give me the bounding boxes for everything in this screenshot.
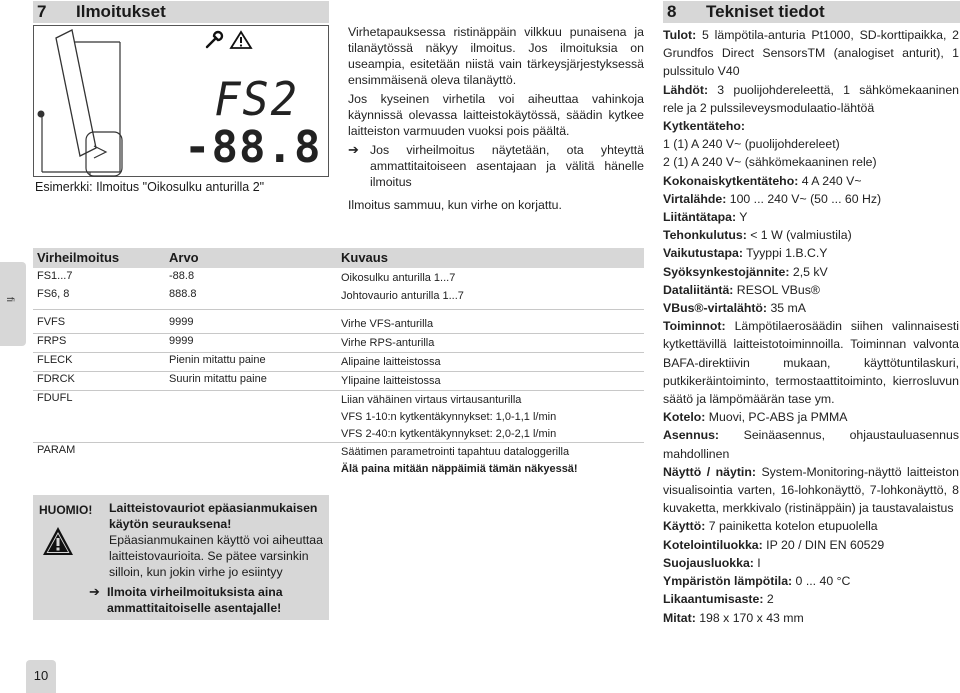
error-code: FS6, 8 bbox=[37, 288, 70, 300]
warning-box bbox=[33, 495, 329, 620]
spec-item: Kokonaiskytkentäteho: 4 A 240 V~ bbox=[663, 173, 862, 188]
arrow-right-icon: ➔ bbox=[89, 584, 100, 599]
diagram-caption: Esimerkki: Ilmoitus "Oikosulku anturilla 2" bbox=[35, 180, 265, 194]
spec-item: Kotelo: Muovi, PC-ABS ja PMMA bbox=[663, 410, 848, 425]
error-code: FLECK bbox=[37, 354, 73, 366]
spec-item: Vaikutustapa: Tyyppi 1.B.C.Y bbox=[663, 246, 828, 261]
row-divider bbox=[33, 333, 644, 334]
error-code: FDRCK bbox=[37, 373, 75, 385]
error-code: FS1...7 bbox=[37, 270, 73, 282]
error-code: FDUFL bbox=[37, 392, 73, 404]
section-number: 8 bbox=[667, 2, 677, 21]
spec-item: Ympäristön lämpötila: 0 ... 40 °C bbox=[663, 574, 851, 589]
row-divider bbox=[33, 352, 644, 353]
intro-instruction: Jos virheilmoitus näytetään, ota yhteyttä ammattitaitoiseen asentajaan ja välitä hänelle ilmoitus bbox=[370, 143, 644, 189]
spec-item: Syöksynkestojännite: 2,5 kV bbox=[663, 264, 828, 279]
row-divider bbox=[33, 371, 644, 372]
spec-item: Toiminnot: Lämpötilaerosäädin siihen valinnaisesti kytkettävillä laitteistotoiminnoilla. Toiminnan valvonta BAFA-direktiivin mukaan, käyttötuntilaskuri, putkikeräintoiminto, termostaattitoiminto, kierrosluvun säätö ja lämpömäärän tase ym. bbox=[663, 319, 959, 407]
table-row bbox=[33, 392, 644, 444]
warning-title: Laitteistovauriot epäasianmukaisen käytön seurauksena! bbox=[109, 501, 318, 531]
error-description: Ylipaine laitteistossa bbox=[341, 375, 441, 387]
spec-item: 1 (1) A 240 V~ (puolijohdereleet) bbox=[663, 137, 840, 152]
spec-item: Dataliitäntä: RESOL VBus® bbox=[663, 282, 820, 297]
error-value: 888.8 bbox=[169, 288, 197, 300]
error-code: FVFS bbox=[37, 316, 66, 328]
error-code: FRPS bbox=[37, 335, 67, 347]
row-divider bbox=[33, 309, 644, 310]
spec-item: Tehonkulutus: < 1 W (valmiustila) bbox=[663, 228, 852, 243]
error-description: Virhe VFS-anturilla bbox=[341, 318, 434, 330]
intro-paragraph: Virhetapauksessa ristinäppäin vilkkuu punaisena ja tilanäytössä näkyy ilmoitus. Jos ilmoituksia on useampia, esitetään niistä vain tärkeysjärjestyksessä ensimmäisenä oleva tilanäyttö. bbox=[348, 25, 644, 87]
spec-item: Suojausluokka: I bbox=[663, 555, 761, 570]
spec-item: Tulot: 5 lämpötila-anturia Pt1000, SD-korttipaikka, 2 Grundfos Direct SensorsTM (analogiset anturit), 1 pulssitulo V40 bbox=[663, 28, 959, 79]
controller-display-diagram bbox=[33, 25, 329, 177]
section-7-header bbox=[33, 1, 329, 23]
column-header: Virheilmoitus bbox=[37, 250, 120, 265]
spec-item: Likaantumisaste: 2 bbox=[663, 592, 774, 607]
intro-text bbox=[348, 24, 644, 216]
warning-action: Ilmoita virheilmoituksista aina ammattitaitoiselle asentajalle! bbox=[107, 585, 283, 615]
spec-item: Mitat: 198 x 170 x 43 mm bbox=[663, 610, 804, 625]
spec-item: Kytkentäteho: bbox=[663, 119, 745, 134]
spec-item: VBus®-virtalähtö: 35 mA bbox=[663, 301, 806, 316]
spec-item: Näyttö / näytin: System-Monitoring-näyttö laitteiston visualisointia varten, 16-lohkonäyttö, 7-lohkonäyttö, 8 kuvaketta, merkkivalo (ristinäppäin) ja taustavalaistus bbox=[663, 464, 959, 516]
error-description-detail: VFS 2-40:n kytkentäkynnykset: 2,0-2,1 l/min bbox=[341, 428, 557, 440]
row-divider bbox=[33, 442, 644, 443]
spec-item: 2 (1) A 240 V~ (sähkömekaaninen rele) bbox=[663, 155, 877, 170]
error-description: Säätimen parametrointi tapahtuu dataloggerilla bbox=[341, 446, 570, 458]
display-code: FS2 bbox=[214, 72, 299, 126]
column-header: Arvo bbox=[169, 250, 199, 265]
spec-item: Kotelointiluokka: IP 20 / DIN EN 60529 bbox=[663, 537, 885, 552]
arrow-right-icon: ➔ bbox=[348, 142, 359, 157]
error-description: Virhe RPS-anturilla bbox=[341, 337, 435, 349]
row-divider bbox=[33, 390, 644, 391]
warning-text bbox=[89, 500, 327, 616]
warning-triangle-icon bbox=[41, 525, 75, 557]
error-value: 9999 bbox=[169, 316, 194, 328]
error-description: Johtovaurio anturilla 1...7 bbox=[341, 290, 464, 302]
display-value: -88.8 bbox=[184, 122, 322, 173]
intro-paragraph: Jos kyseinen virhetila voi aiheuttaa vahinkoja käynnissä olevassa laitteistokäytössä, säädin kytkee laitteiston varmuuden vuoksi pois päältä. bbox=[348, 92, 644, 138]
language-tab bbox=[0, 262, 26, 346]
error-description-warning: Älä paina mitään näppäimiä tämän näkyessä! bbox=[341, 463, 578, 475]
error-value: Suurin mitattu paine bbox=[169, 373, 267, 385]
error-description: Alipaine laitteistossa bbox=[341, 356, 441, 368]
error-description: Liian vähäinen virtaus virtausanturilla bbox=[341, 394, 522, 406]
spec-item: Asennus: Seinäasennus, ohjaustauluasennus mahdollinen bbox=[663, 428, 959, 461]
table-row bbox=[33, 444, 644, 478]
error-code: PARAM bbox=[37, 444, 76, 456]
warning-icon bbox=[229, 30, 253, 50]
spec-item: Käyttö: 7 painiketta kotelon etupuolella bbox=[663, 519, 878, 534]
warning-body: Epäasianmukainen käyttö voi aiheuttaa laitteistovaurioita. Se pätee varsinkin silloin, kun jokin virhe jo esiintyy bbox=[109, 533, 323, 579]
spec-item: Liitäntätapa: Y bbox=[663, 210, 748, 225]
error-value: Pienin mitattu paine bbox=[169, 354, 266, 366]
wrench-icon bbox=[204, 30, 224, 50]
tech-specs bbox=[663, 26, 959, 627]
error-table-header bbox=[33, 248, 644, 268]
page-number: 10 bbox=[26, 660, 56, 693]
column-header: Kuvaus bbox=[341, 250, 388, 265]
section-title: Ilmoitukset bbox=[76, 2, 166, 21]
error-value: 9999 bbox=[169, 335, 194, 347]
warning-label: HUOMIO! bbox=[39, 503, 93, 517]
spec-item: Virtalähde: 100 ... 240 V~ (50 ... 60 Hz) bbox=[663, 191, 882, 206]
language-code: fi bbox=[4, 297, 15, 302]
intro-paragraph: Ilmoitus sammuu, kun virhe on korjattu. bbox=[348, 198, 562, 212]
section-8-header bbox=[663, 1, 960, 23]
error-description-detail: VFS 1-10:n kytkentäkynnykset: 1,0-1,1 l/min bbox=[341, 411, 557, 423]
section-title: Tekniset tiedot bbox=[706, 2, 825, 21]
spec-item: Lähdöt: 3 puolijohdereleettä, 1 sähkömekaaninen rele ja 2 pulssileveysmodulaatio-lähtöä bbox=[663, 82, 959, 115]
error-value: -88.8 bbox=[169, 270, 195, 282]
error-description: Oikosulku anturilla 1...7 bbox=[341, 272, 456, 284]
section-number: 7 bbox=[37, 2, 47, 21]
